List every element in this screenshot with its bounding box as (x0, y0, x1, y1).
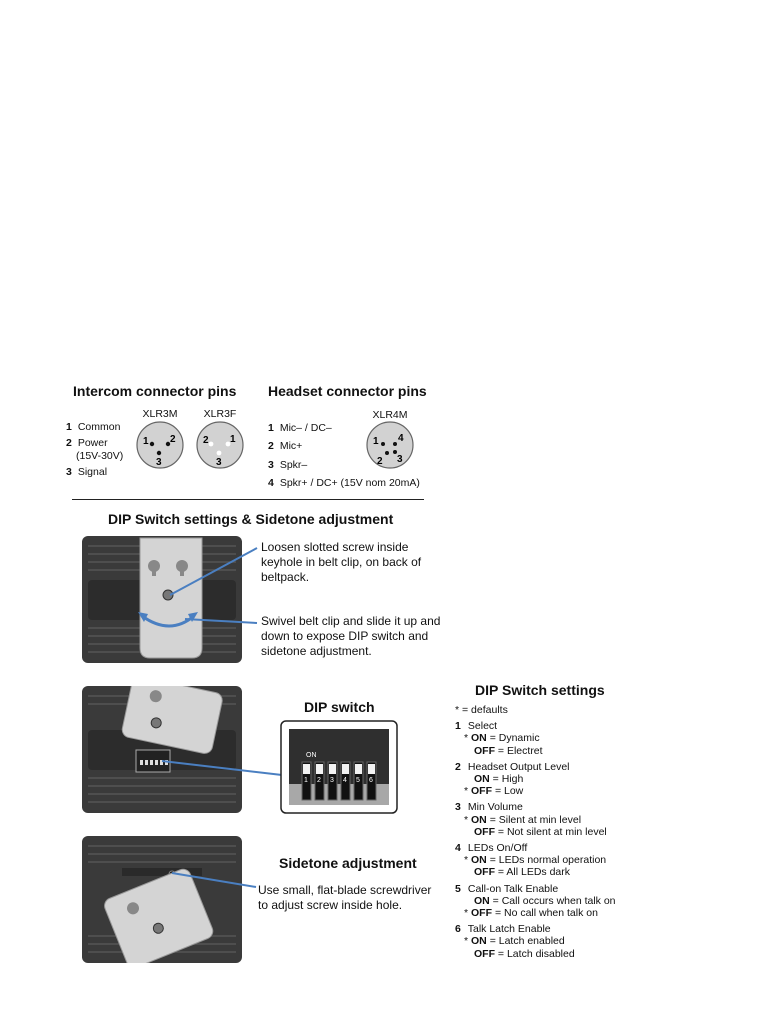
dip-switch-number-5: 5 (356, 777, 360, 784)
dip-setting-6 (455, 923, 616, 960)
xlr4m-pin-3: 3 (397, 454, 403, 465)
headset-pin-2: 2 Mic+ (268, 440, 303, 452)
dip-setting-off: OFF = Not silent at min level (474, 825, 607, 838)
section-divider (72, 499, 424, 500)
dip-setting-off: * OFF = Low (455, 785, 616, 797)
defaults-note: * = defaults (455, 704, 508, 716)
dip-switch-knob-4 (342, 764, 349, 774)
xlr4m-pin-2: 2 (377, 456, 383, 467)
dip-switch-knob-3 (329, 764, 336, 774)
dip-switch-number-4: 4 (343, 777, 347, 784)
intercom-pin-1: 1 Common (66, 421, 121, 433)
dip-setting-label: 4 LEDs On/Off (455, 842, 528, 855)
dip-setting-label: 2 Headset Output Level (455, 760, 570, 773)
dip-setting-on: * ON = LEDs normal operation (455, 854, 616, 866)
sidetone-callout-line (170, 865, 260, 895)
dip-setting-on: * ON = Dynamic (455, 732, 616, 744)
callout-loosen-screw: Loosen slotted screw inside keyhole in belt clip, on back of beltpack. (261, 540, 422, 584)
dip-switch-knob-6 (368, 764, 375, 774)
dip-setting-on: ON = High (474, 773, 524, 786)
dip-switch-number-2: 2 (317, 777, 321, 784)
headset-pin-3: 3 Spkr– (268, 459, 308, 471)
xlr3f-pin-3: 3 (216, 457, 222, 468)
dip-switch-knob-5 (355, 764, 362, 774)
sidetone-instructions: Use small, flat-blade screwdriver to adjust screw inside hole. (258, 883, 432, 912)
dip-setting-on: ON = Call occurs when talk on (474, 894, 616, 907)
dip-section-title: DIP Switch settings & Sidetone adjustment (108, 511, 394, 527)
dip-switch-number-1: 1 (304, 777, 308, 784)
xlr3f-connector-icon (195, 420, 245, 470)
dip-on-label: ON (306, 752, 317, 759)
callout-swivel-clip: Swivel belt clip and slide it up and down to expose DIP switch and sidetone adjustment. (261, 614, 441, 658)
xlr3m-label: XLR3M (142, 408, 178, 420)
dip-switch-number-6: 6 (369, 777, 373, 784)
dip-setting-5 (455, 883, 616, 920)
headset-pin-4: 4 Spkr+ / DC+ (15V nom 20mA) (268, 477, 420, 489)
dip-setting-off: OFF = Electret (474, 744, 543, 757)
dip-settings-list (455, 704, 616, 964)
headset-pin-1: 1 Mic– / DC– (268, 422, 332, 434)
dip-switch-knob-1 (303, 764, 310, 774)
xlr3f-label: XLR3F (203, 408, 237, 420)
dip-setting-label: 5 Call-on Talk Enable (455, 882, 559, 895)
xlr3m-pin-1: 1 (143, 436, 149, 447)
dip-setting-4 (455, 842, 616, 879)
dip-setting-1 (455, 720, 616, 757)
headset-title: Headset connector pins (268, 383, 427, 399)
xlr4m-connector-icon (365, 420, 415, 470)
dip-setting-on: * ON = Latch enabled (455, 935, 616, 947)
beltpack-dip-exposed-image (82, 686, 242, 813)
xlr3m-connector-icon (135, 420, 185, 470)
dip-setting-2 (455, 761, 616, 798)
intercom-pin-2: 2 Power (66, 437, 108, 449)
xlr3f-pin-2: 2 (203, 435, 209, 446)
dip-setting-off: OFF = Latch disabled (474, 947, 575, 960)
xlr4m-label: XLR4M (372, 409, 408, 421)
callout-lines (160, 545, 260, 635)
xlr4m-pin-4: 4 (398, 433, 404, 444)
dip-setting-off: OFF = All LEDs dark (474, 866, 570, 879)
dip-setting-off: * OFF = No call when talk on (455, 907, 616, 919)
dip-setting-label: 3 Min Volume (455, 801, 523, 814)
dip-setting-3 (455, 801, 616, 838)
dip-switch-number-3: 3 (330, 777, 334, 784)
dip-switch-knob-2 (316, 764, 323, 774)
dip-switch-closeup (280, 720, 398, 814)
xlr3m-pin-3: 3 (156, 457, 162, 468)
intercom-title: Intercom connector pins (73, 383, 237, 399)
xlr3m-pin-2: 2 (170, 434, 176, 445)
xlr4m-pin-1: 1 (373, 436, 379, 447)
intercom-power-note: (15V-30V) (76, 450, 124, 462)
dip-setting-on: * ON = Silent at min level (455, 814, 616, 826)
intercom-pin-3: 3 Signal (66, 466, 108, 478)
dip-settings-title: DIP Switch settings (475, 682, 605, 698)
beltpack-sidetone-image (82, 836, 242, 963)
xlr3f-pin-1: 1 (230, 434, 236, 445)
dip-callout-line (160, 755, 285, 785)
sidetone-title: Sidetone adjustment (279, 855, 417, 871)
dip-setting-label: 6 Talk Latch Enable (455, 923, 551, 936)
dip-setting-label: 1 Select (455, 720, 498, 733)
dip-switch-title: DIP switch (304, 699, 375, 715)
